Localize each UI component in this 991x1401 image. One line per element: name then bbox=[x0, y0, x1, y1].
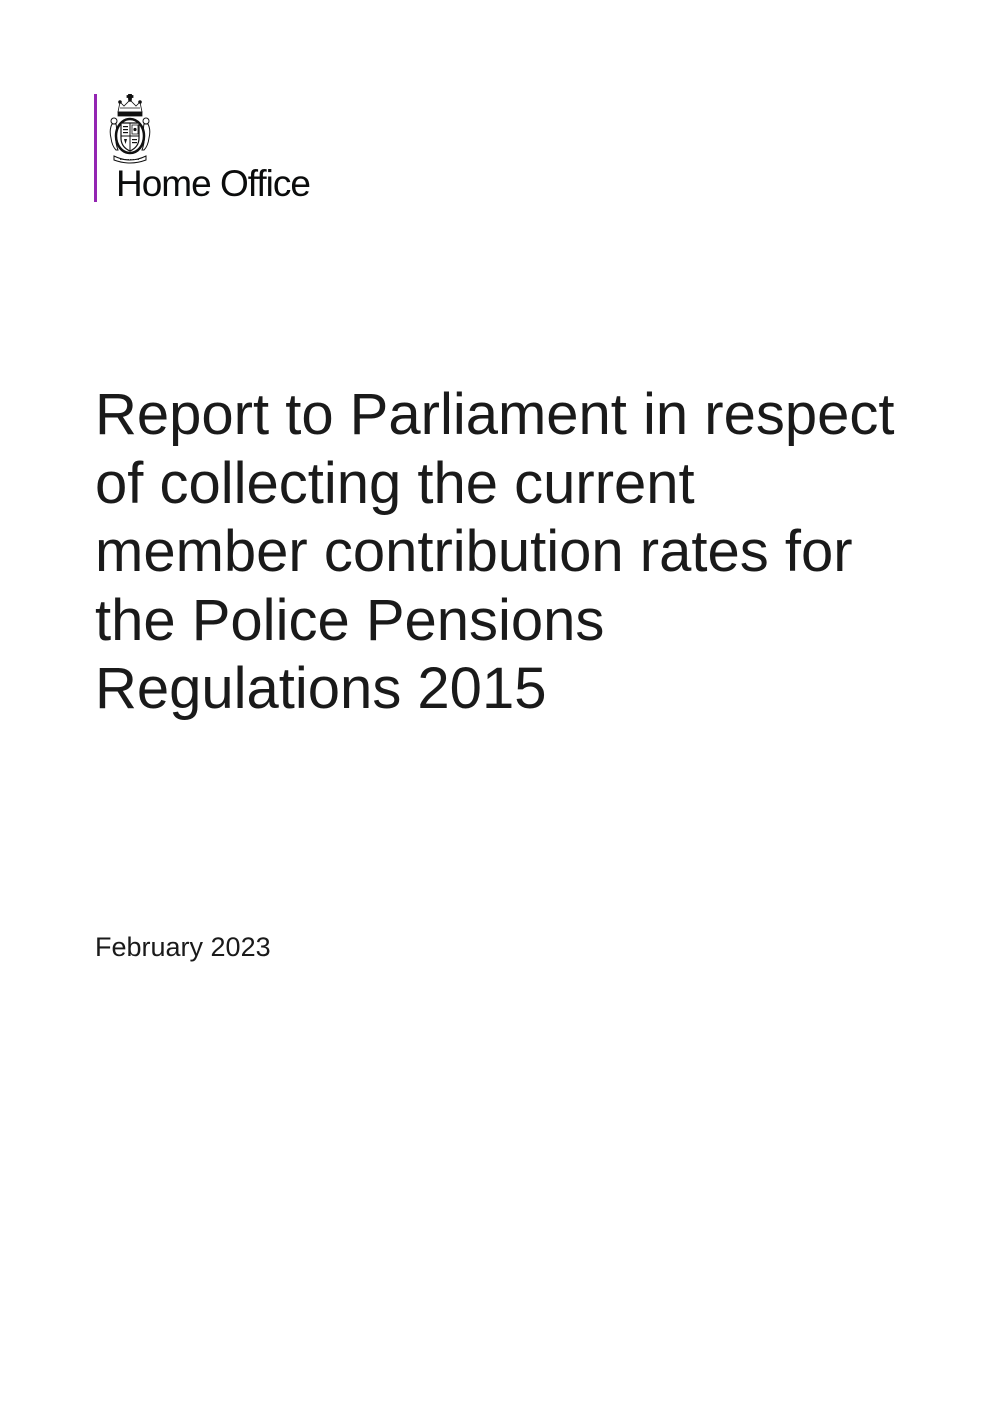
organisation-name: Home Office bbox=[116, 163, 310, 204]
publication-date: February 2023 bbox=[95, 932, 271, 962]
document-title: Report to Parliament in respect of collecting the current member contribution rates for the Police Pensions Regulations 2015 bbox=[95, 382, 895, 721]
royal-coat-of-arms-icon bbox=[108, 94, 152, 164]
organisation-logo bbox=[94, 94, 310, 204]
